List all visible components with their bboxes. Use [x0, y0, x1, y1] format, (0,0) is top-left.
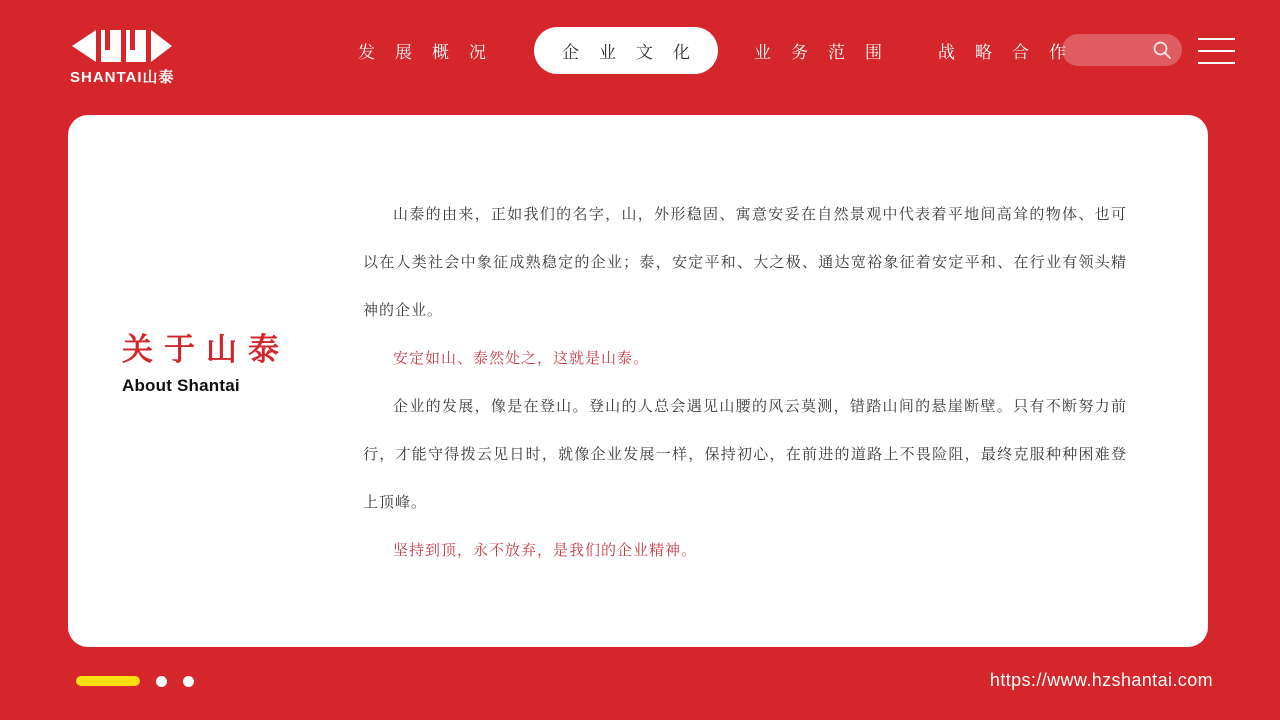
page-title-cn: 关于山泰: [122, 332, 290, 367]
pagination-dot[interactable]: [156, 676, 167, 687]
pagination-dot[interactable]: [183, 676, 194, 687]
pagination: [76, 674, 194, 688]
page-title-en: About Shantai: [122, 376, 240, 396]
shantai-logo-icon: [72, 30, 172, 62]
nav-item-development-overview[interactable]: 发展概况: [358, 42, 506, 62]
search-input[interactable]: [1074, 34, 1158, 66]
section-heading: [122, 333, 290, 396]
paragraph: 山泰的由来，正如我们的名字，山，外形稳固、寓意安妥在自然景观中代表着平地间高耸的物体、也可以在人类社会中象征成熟稳定的企业；泰，安定平和、大之极、通达宽裕象征着安定平和、在行业有领头精神的企业。: [363, 206, 1127, 319]
paragraph: 企业的发展，像是在登山。登山的人总会遇见山腰的风云莫测，错踏山间的悬崖断壁。只有不断努力前行，才能守得拨云见日时，就像企业发展一样，保持初心，在前进的道路上不畏险阻，最终克服种种困难登上顶峰。: [363, 398, 1127, 511]
nav-item-corporate-culture[interactable]: 企业文化: [534, 27, 718, 74]
nav-item-business-scope[interactable]: 业务范围: [754, 42, 902, 62]
search-box[interactable]: [1062, 34, 1182, 66]
header: [0, 0, 1280, 100]
paragraph-highlight: 安定如山、泰然处之，这就是山泰。: [393, 350, 650, 367]
about-text: [363, 191, 1127, 575]
logo[interactable]: [70, 30, 175, 87]
logo-brand-text: SHANTAI山泰: [70, 69, 175, 86]
pagination-active-bar[interactable]: [76, 676, 140, 686]
main-nav: [350, 0, 1086, 100]
site-url: https://www.hzshantai.com: [989, 670, 1213, 690]
hamburger-icon[interactable]: [1198, 38, 1235, 64]
content-card: [68, 115, 1208, 647]
nav-item-strategic-cooperation[interactable]: 战略合作: [938, 42, 1086, 62]
paragraph-highlight: 坚持到顶，永不放弃，是我们的企业精神。: [393, 542, 698, 559]
